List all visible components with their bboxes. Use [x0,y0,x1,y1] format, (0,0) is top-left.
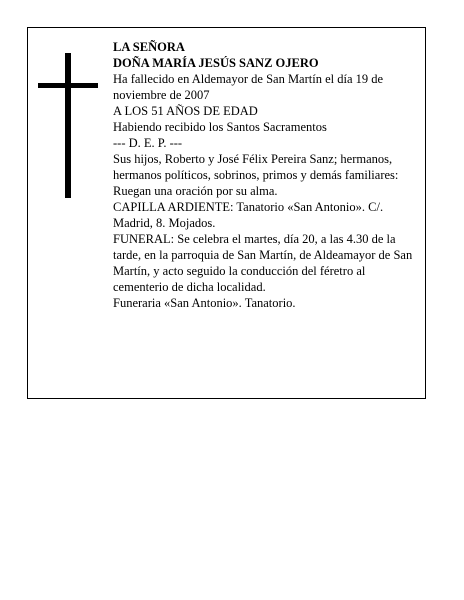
funeral-home-line: Funeraria «San Antonio». Tanatorio. [113,296,296,310]
sacraments-line: Habiendo recibido los Santos Sacramentos [113,120,327,134]
rip-line: --- D. E. P. --- [113,136,183,150]
cross-icon [38,53,98,198]
death-statement: Ha fallecido en Aldemayor de San Martín el día 19 de noviembre de 2007 [113,72,384,102]
notice-heading: LA SEÑORA [113,40,185,54]
cross-horizontal-bar [38,83,98,88]
deceased-name: DOÑA MARÍA JESÚS SANZ OJERO [113,56,319,70]
prayer-line: Ruegan una oración por su alma. [113,184,278,198]
family-line: Sus hijos, Roberto y José Félix Pereira Sanz; hermanos, hermanos políticos, sobrinos, primos y demás familiares: [113,152,399,182]
notice-text [113,39,419,311]
obituary-notice [27,27,426,399]
funeral-line: FUNERAL: Se celebra el martes, día 20, a las 4.30 de la tarde, en la parroquia de San Martín, de Aldeamayor de San Martín, y acto seguido la conducción del féretro al cementerio de dicha localidad. [113,232,413,294]
age-line: A LOS 51 AÑOS DE EDAD [113,104,258,118]
chapel-line: CAPILLA ARDIENTE: Tanatorio «San Antonio». C/. Madrid, 8. Mojados. [113,200,384,230]
cross-vertical-bar [65,53,71,198]
